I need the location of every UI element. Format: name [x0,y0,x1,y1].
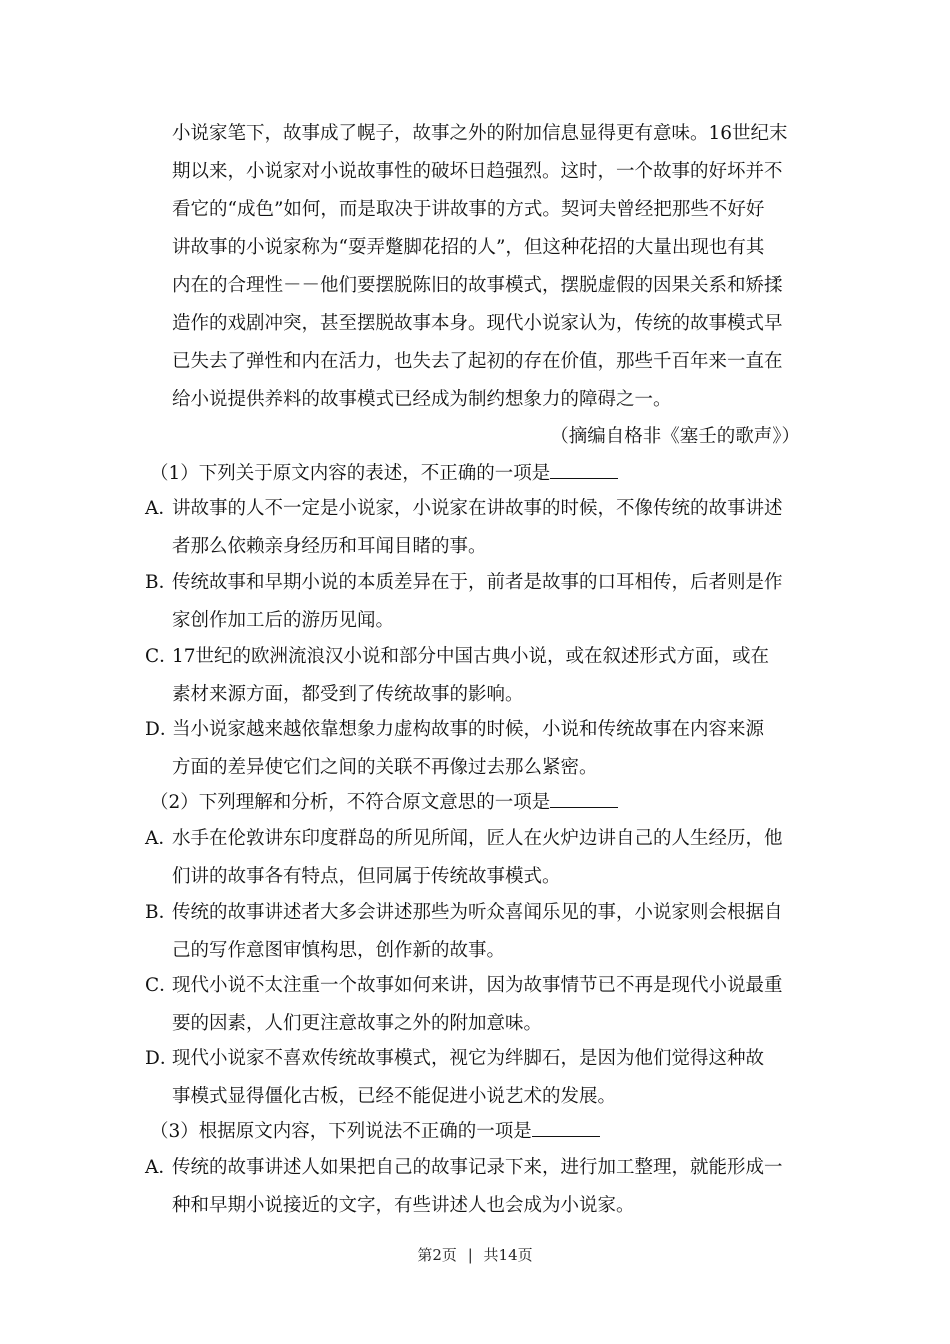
option-letter: D． [145,1048,179,1069]
option-letter: D． [145,719,179,740]
question-3-stem: （3）根据原文内容，下列说法不正确的一项是 [150,1118,600,1146]
option-text: 现代小说家不喜欢传统故事模式，视它为绊脚石，是因为他们觉得这种故 [172,1048,765,1069]
page-total: 共14页 [483,1246,533,1264]
question-2-stem: （2）下列理解和分析，不符合原文意思的一项是 [150,789,618,817]
option-text: 们讲的故事各有特点，但同属于传统故事模式。 [172,866,561,887]
option-text: 17世纪的欧洲流浪汉小说和部分中国古典小说，或在叙述形式方面，或在 [172,646,770,667]
option-text: 事模式显得僵化古板，已经不能促进小说艺术的发展。 [172,1086,617,1107]
passage-line: 讲故事的小说家称为“耍弄蹩脚花招的人”，但这种花招的大量出现也有其 [172,237,765,258]
passage-line: 内在的合理性－－他们要摆脱陈旧的故事模式，摆脱虚假的因果关系和矫揉 [172,275,783,296]
option-text: 传统故事和早期小说的本质差异在于，前者是故事的口耳相传，后者则是作 [172,572,783,593]
answer-blank [532,1118,600,1137]
option-text: 种和早期小说接近的文字，有些讲述人也会成为小说家。 [172,1195,635,1216]
option-text: 素材来源方面，都受到了传统故事的影响。 [172,684,524,705]
answer-blank [550,789,618,808]
option-text: 传统的故事讲述者大多会讲述那些为听众喜闻乐见的事，小说家则会根据自 [172,902,783,923]
passage-line: 造作的戏剧冲突，甚至摆脱故事本身。现代小说家认为，传统的故事模式早 [172,313,783,334]
passage-line: 已失去了弹性和内在活力，也失去了起初的存在价值，那些千百年来一直在 [172,351,783,372]
answer-blank [550,460,618,479]
passage-line: 给小说提供养料的故事模式已经成为制约想象力的障碍之一。 [172,389,672,410]
option-text: 者那么依赖亲身经历和耳闻目睹的事。 [172,536,487,557]
option-text: 传统的故事讲述人如果把自己的故事记录下来，进行加工整理，就能形成一 [172,1157,783,1178]
option-letter: A． [145,828,177,849]
option-text: 当小说家越来越依靠想象力虚构故事的时候，小说和传统故事在内容来源 [172,719,765,740]
option-letter: A． [145,1157,177,1178]
option-text: 家创作加工后的游历见闻。 [172,610,395,631]
question-1-stem: （1）下列关于原文内容的表述，不正确的一项是 [150,460,618,488]
option-letter: C． [145,975,178,996]
option-text: 现代小说不太注重一个故事如何来讲，因为故事情节已不再是现代小说最重 [172,975,783,996]
page-footer [0,1244,950,1265]
passage-line: 看它的“成色”如何，而是取决于讲故事的方式。契诃夫曾经把那些不好好 [172,199,765,220]
page-number: 第2页 [417,1246,457,1264]
option-letter: B． [145,902,178,923]
option-letter: A． [145,498,177,519]
footer-separator: | [467,1246,473,1264]
passage-line: 小说家笔下，故事成了幌子，故事之外的附加信息显得更有意味。16世纪末 [172,123,788,144]
option-text: 方面的差异使它们之间的关联不再像过去那么紧密。 [172,757,598,778]
option-letter: C． [145,646,178,667]
passage-line: 期以来，小说家对小说故事性的破坏日趋强烈。这时，一个故事的好坏并不 [172,161,783,182]
option-text: 己的写作意图审慎构思，创作新的故事。 [172,940,506,961]
option-letter: B． [145,572,178,593]
source-attribution: （摘编自格非《塞壬的歌声》） [550,426,800,447]
option-text: 讲故事的人不一定是小说家，小说家在讲故事的时候，不像传统的故事讲述 [172,498,783,519]
option-text: 水手在伦敦讲东印度群岛的所见所闻，匠人在火炉边讲自己的人生经历，他 [172,828,783,849]
option-text: 要的因素，人们更注意故事之外的附加意味。 [172,1013,543,1034]
